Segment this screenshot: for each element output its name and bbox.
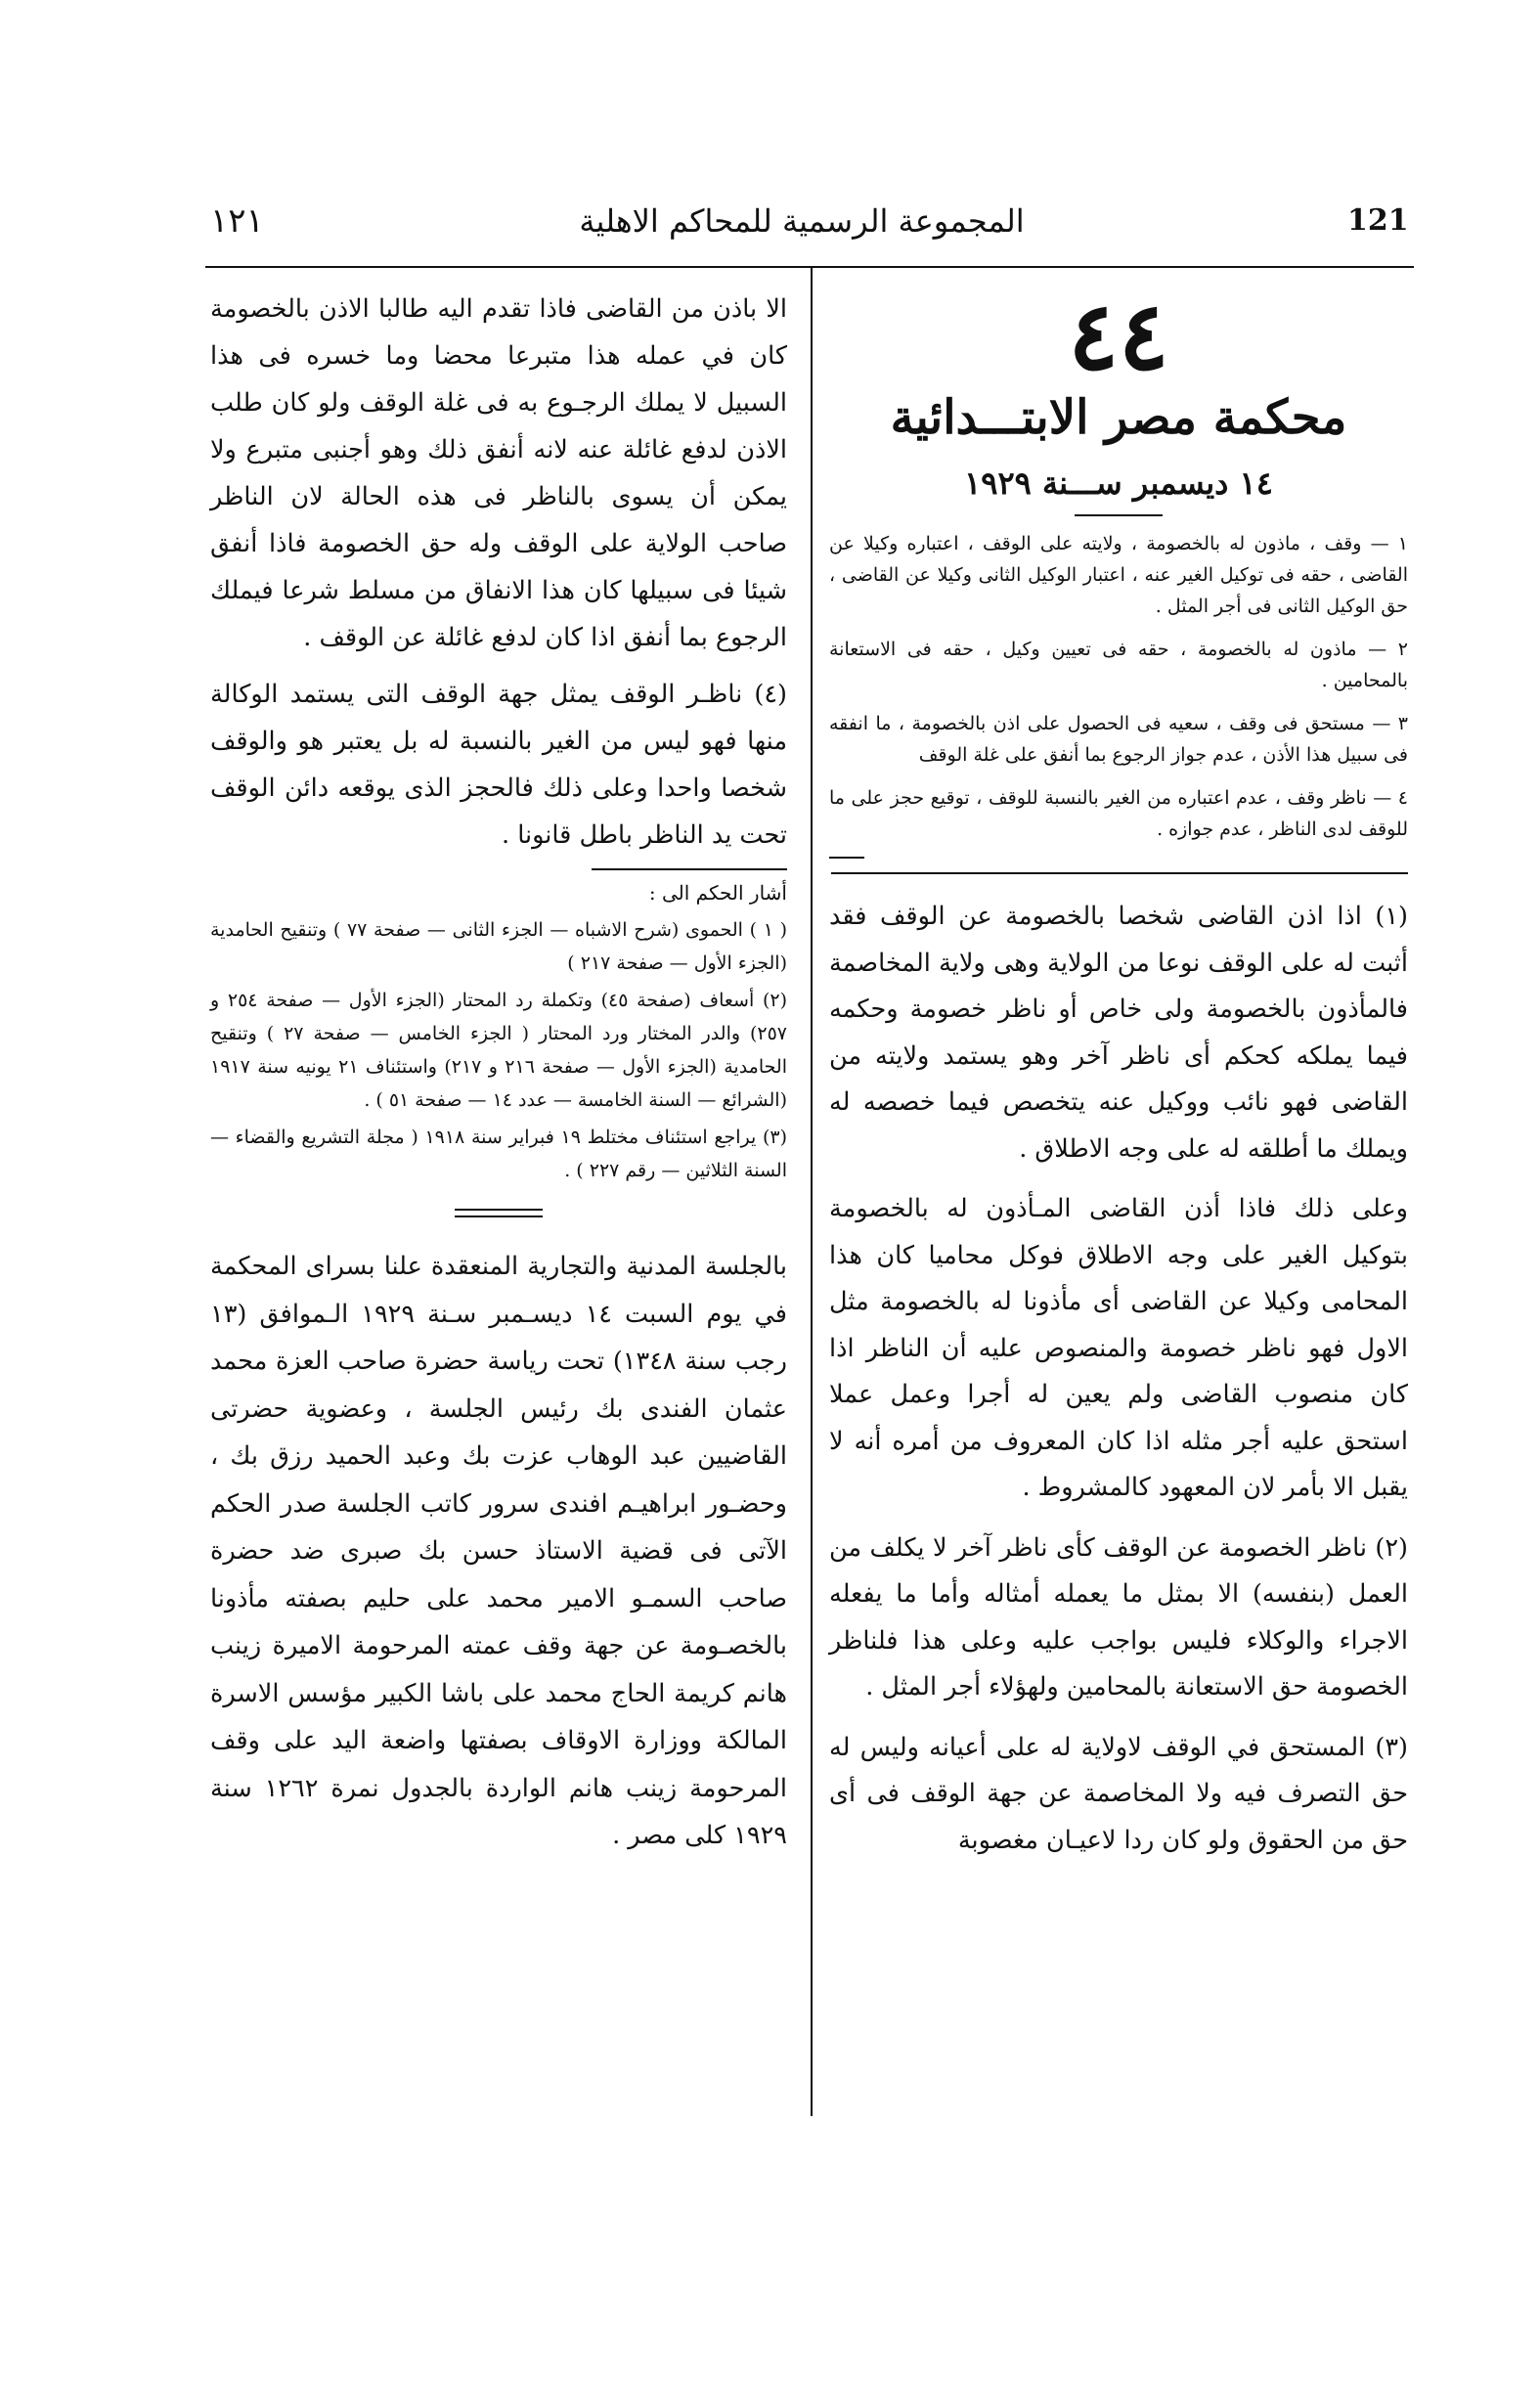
summary-item: ٣ — مستحق فى وقف ، سعيه فى الحصول على اذن بالخصومة ، ما انفقه فى سبيل هذا الأذن ، عدم جواز الرجوع بما أنفق على غلة الوقف: [829, 713, 1408, 766]
left-column: [210, 286, 787, 1870]
reference-item: (٣) يراجع استئناف مختلط ١٩ فبراير سنة ١٩١٨ ( مجلة التشريع والقضاء — السنة الثلاثين — رقم ٢٢٧ ) .: [210, 1127, 787, 1181]
references-heading: أشار الحكم الى :: [648, 881, 787, 905]
principle-paragraph: وعلى ذلك فاذا أذن القاضى المـأذون له بالخصومة بتوكيل الغير على وجه الاطلاق فوكل محاميا كان هذا المحامى وكيلا عن القاضى أى مأذونا له بالخصومة مثل الاول فهو ناظر خصومة والمنصوص عليه أن الناظر اذا كان منصوب القاضى ولم يعين له أجرا وعمل عملا استحق عليه أجر مثله اذا كان المعروف من أمره أنه لا يقبل الا بأمر لان المعهود كالمشروط .: [829, 1194, 1408, 1502]
summary-item: ٤ — ناظر وقف ، عدم اعتباره من الغير بالنسبة للوقف ، توقيع حجز على ما للوقف لدى الناظر ، عدم جوازه .: [829, 787, 1408, 840]
principle-paragraph: (١) اذا اذن القاضى شخصا بالخصومة عن الوقف فقد أثبت له على الوقف نوعا من الولاية وهى ولاية المخاصمة فالمأذون بالخصومة ولى خاص أو ناظر خصومة وحكمه فيما يملكه كحكم أى ناظر آخر وهو يستمد ولايته من القاضى فهو نائب ووكيل عنه يتخصص فيما خصصه له ويملك ما أطلقه له على وجه الاطلاق .: [829, 902, 1408, 1164]
principle-paragraph: (٤) ناظـر الوقف يمثل جهة الوقف التى يستمد الوكالة منها فهو ليس من الغير بالنسبة له بل يعتبر هو والوقف شخصا واحدا وعلى ذلك فالحجز الذى يوقعه دائن الوقف تحت يد الناظر باطل قانونا .: [210, 680, 787, 850]
header-rule: [205, 266, 1414, 268]
case-number: ٤٤: [1068, 281, 1169, 391]
summary-item: ١ — وقف ، ماذون له بالخصومة ، ولايته على الوقف ، اعتباره وكيلا عن القاضى ، حقه فى توكيل الغير عنه ، اعتبار الوكيل الثانى وكيلا عن القاضى ، حق الوكيل الثانى فى أجر المثل .: [829, 533, 1408, 617]
references-rule: [592, 868, 787, 870]
summary-item: ٢ — ماذون له بالخصومة ، حقه فى تعيين وكيل ، حقه فى الاستعانة بالمحامين .: [829, 639, 1408, 691]
principle-paragraph: (٢) ناظر الخصومة عن الوقف كأى ناظر آخر لا يكلف من العمل (بنفسه) الا بمثل ما يعمله أمثاله وأما ما يفعله الاجراء والوكلاء فليس بواجب عليه وعلى هذا فلناظر الخصومة حق الاستعانة بالمحامين ولهؤلاء أجر المثل .: [829, 1532, 1408, 1702]
section-rule: [831, 872, 1408, 874]
principle-paragraph: الا باذن من القاضى فاذا تقدم اليه طالبا الاذن بالخصومة كان في عمله هذا متبرعا محضا وما خسره فى هذا السبيل لا يملك الرجـوع به فى غلة الوقف ولو كان طلب الاذن لدفع غائلة عنه لانه أنفق ذلك وهو أجنبى متبرع ولا يمكن أن يسوى بالناظر فى هذه الحالة لان الناظر صاحب الولاية على الوقف وله حق الخصومة فاذا أنفق شيئا فى سبيلها كان هذا الانفاق من مسلط شرعا فيملك الرجوع بما أنفق اذا كان لدفع غائلة عن الوقف .: [210, 294, 787, 652]
session-paragraph: بالجلسة المدنية والتجارية المنعقدة علنا بسراى المحكمة في يوم السبت ١٤ ديسـمبر سـنة ١٩٢٩ الـموافق (١٣ رجب سنة ١٣٤٨) تحت رياسة حضرة صاحب العزة محمد عثمان الفندى بك رئيس الجلسة ، وعضوية حضرتى القاضيين عبد الوهاب عزت بك وعبد الحميد رزق بك ، وحضـور ابراهيـم افندى سرور كاتب الجلسة صدر الحكم الآتى فى قضية الاستاذ حسن بك صبرى ضد حضرة صاحب السمـو الامير محمد على حليم بصفته مأذونا بالخصـومة عن جهة وقف عمته المرحومة الاميرة زينب هانم كريمة الحاج محمد على باشا الكبير مؤسس الاسرة المالكة ووزارة الاوقاف بصفتها واضعة اليد على وقف المرحومة زينب هانم الواردة بالجدول نمرة ١٢٦٢ سنة ١٩٢٩ كلى مصر .: [210, 1252, 788, 1850]
reference-item: (٢) أسعاف (صفحة ٤٥) وتكملة رد المحتار (الجزء الأول — صفحة ٢٥٤ و ٢٥٧) والدر المختار ورد المحتار ( الجزء الخامس — صفحة ٢٧ ) وتنقيح الحامدية (الجزء الأول — صفحة ٢١٦ و ٢١٧) واستئناف ٢١ يونيه سنة ١٩١٧ (الشرائع — السنة الخامسة — عدد ١٤ — صفحة ٥١ ) .: [210, 990, 787, 1111]
double-rule: [455, 1209, 543, 1217]
running-title: المجموعة الرسمية للمحاكم الاهلية: [579, 202, 1025, 240]
page-number-ar: ١٢١: [210, 201, 264, 241]
right-column: [829, 281, 1408, 1876]
page-number-en: 121: [1347, 203, 1409, 238]
principle-paragraph: (٣) المستحق في الوقف لاولاية له على أعيانه وليس له حق التصرف فيه ولا المخاصمة عن جهة الوقف فى أى حق من الحقوق ولو كان ردا لاعيـان مغصوبة: [829, 1732, 1408, 1855]
court-name: محكمة مصر الابتـــدائية: [890, 390, 1347, 445]
judgment-date: ١٤ ديسمبر ســـنة ١٩٢٩: [964, 464, 1273, 502]
divider: [1075, 514, 1163, 516]
column-divider: [811, 268, 813, 2116]
divider: [829, 857, 864, 859]
reference-item: ( ١ ) الحموى (شرح الاشباه — الجزء الثانى — صفحة ٧٧ ) وتنقيح الحامدية (الجزء الأول — صفحة ٢١٧ ): [210, 919, 787, 974]
